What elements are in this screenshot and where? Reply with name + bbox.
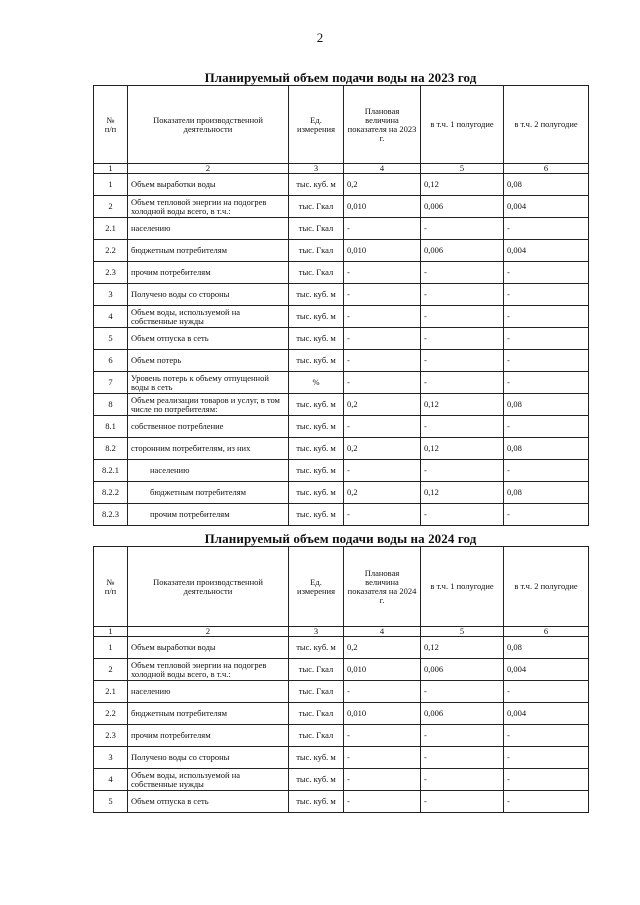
row-unit: тыс. Гкал: [289, 703, 344, 725]
row-indicator: сторонним потребителям, из них: [128, 438, 289, 460]
row-indicator: Объем тепловой энергии на подогрев холодной воды всего, в т.ч.:: [128, 659, 289, 681]
header-name: Показатели производственной деятельности: [128, 547, 289, 627]
row-unit: тыс. Гкал: [289, 262, 344, 284]
row-half1-value: 0,006: [421, 240, 504, 262]
row-half2-value: -: [504, 262, 589, 284]
row-number: 2: [94, 659, 128, 681]
col-number: 6: [504, 627, 589, 637]
row-half1-value: 0,006: [421, 659, 504, 681]
row-half1-value: 0,12: [421, 438, 504, 460]
row-number: 4: [94, 306, 128, 328]
row-half2-value: 0,08: [504, 174, 589, 196]
col-number: 5: [421, 627, 504, 637]
row-plan-value: 0,010: [344, 659, 421, 681]
table-row: [94, 284, 589, 306]
table-row: [94, 747, 589, 769]
row-indicator: Объем выработки воды: [128, 637, 289, 659]
row-unit: %: [289, 372, 344, 394]
table-row: [94, 725, 589, 747]
row-number: 8.2.2: [94, 482, 128, 504]
row-indicator: населению: [128, 218, 289, 240]
header-half1: в т.ч. 1 полугодие: [421, 547, 504, 627]
row-unit: тыс. куб. м: [289, 350, 344, 372]
row-number: 8.2.1: [94, 460, 128, 482]
row-half2-value: -: [504, 218, 589, 240]
row-half1-value: -: [421, 350, 504, 372]
row-number: 8.2: [94, 438, 128, 460]
column-number-row: [94, 627, 589, 637]
row-unit: тыс. Гкал: [289, 659, 344, 681]
table-row: [94, 328, 589, 350]
row-unit: тыс. куб. м: [289, 174, 344, 196]
row-indicator: прочим потребителям: [128, 262, 289, 284]
row-half1-value: -: [421, 681, 504, 703]
row-plan-value: -: [344, 328, 421, 350]
header-num: № п/п: [94, 86, 128, 164]
row-half1-value: 0,006: [421, 196, 504, 218]
table-row: [94, 350, 589, 372]
table-row: [94, 306, 589, 328]
row-number: 2.2: [94, 240, 128, 262]
row-unit: тыс. куб. м: [289, 306, 344, 328]
row-half1-value: -: [421, 460, 504, 482]
row-number: 1: [94, 174, 128, 196]
row-half2-value: -: [504, 328, 589, 350]
col-number: 4: [344, 627, 421, 637]
row-number: 5: [94, 791, 128, 813]
row-indicator: Получено воды со стороны: [128, 284, 289, 306]
row-half2-value: -: [504, 372, 589, 394]
row-indicator: прочим потребителям: [128, 725, 289, 747]
header-unit: Ед. измерения: [289, 547, 344, 627]
header-half1: в т.ч. 1 полугодие: [421, 86, 504, 164]
row-number: 5: [94, 328, 128, 350]
col-number: 3: [289, 164, 344, 174]
row-number: 7: [94, 372, 128, 394]
row-number: 4: [94, 769, 128, 791]
row-indicator: Объем воды, используемой на собственные нужды: [128, 769, 289, 791]
col-number: 4: [344, 164, 421, 174]
row-plan-value: -: [344, 218, 421, 240]
row-unit: тыс. куб. м: [289, 284, 344, 306]
row-indicator: собственное потребление: [128, 416, 289, 438]
row-number: 2.3: [94, 262, 128, 284]
row-half2-value: 0,004: [504, 659, 589, 681]
row-indicator: Объем тепловой энергии на подогрев холодной воды всего, в т.ч.:: [128, 196, 289, 218]
row-half1-value: 0,006: [421, 703, 504, 725]
table-row: [94, 394, 589, 416]
row-half2-value: 0,004: [504, 240, 589, 262]
row-unit: тыс. Гкал: [289, 725, 344, 747]
row-plan-value: 0,2: [344, 637, 421, 659]
row-unit: тыс. Гкал: [289, 240, 344, 262]
table-row: [94, 196, 589, 218]
table-row: [94, 504, 589, 526]
row-number: 2.1: [94, 681, 128, 703]
row-plan-value: -: [344, 350, 421, 372]
row-indicator: Объем реализации товаров и услуг, в том числе по потребителям:: [128, 394, 289, 416]
header-unit: Ед. измерения: [289, 86, 344, 164]
row-unit: тыс. куб. м: [289, 394, 344, 416]
table-row: [94, 637, 589, 659]
header-name: Показатели производственной деятельности: [128, 86, 289, 164]
row-indicator: Уровень потерь к объему отпущенной воды в сеть: [128, 372, 289, 394]
row-unit: тыс. куб. м: [289, 504, 344, 526]
row-plan-value: -: [344, 284, 421, 306]
row-half2-value: 0,08: [504, 637, 589, 659]
row-half1-value: -: [421, 725, 504, 747]
row-indicator: Объем отпуска в сеть: [128, 328, 289, 350]
row-indicator: населению: [128, 460, 289, 482]
col-number: 2: [128, 164, 289, 174]
table-row: [94, 769, 589, 791]
table-row: [94, 240, 589, 262]
row-plan-value: -: [344, 372, 421, 394]
row-plan-value: 0,2: [344, 174, 421, 196]
row-plan-value: -: [344, 306, 421, 328]
row-number: 2.1: [94, 218, 128, 240]
row-plan-value: -: [344, 416, 421, 438]
row-unit: тыс. куб. м: [289, 328, 344, 350]
row-half2-value: 0,08: [504, 394, 589, 416]
col-number: 1: [94, 627, 128, 637]
table-row: [94, 659, 589, 681]
table-row: [94, 482, 589, 504]
table-row: [94, 791, 589, 813]
row-plan-value: -: [344, 681, 421, 703]
table-row: [94, 438, 589, 460]
row-half1-value: -: [421, 328, 504, 350]
col-number: 2: [128, 627, 289, 637]
row-half2-value: -: [504, 284, 589, 306]
row-half1-value: -: [421, 791, 504, 813]
table-2024-title: Планируемый объем подачи воды на 2024 год: [204, 531, 477, 546]
row-plan-value: -: [344, 769, 421, 791]
row-number: 1: [94, 637, 128, 659]
row-half1-value: -: [421, 306, 504, 328]
row-unit: тыс. Гкал: [289, 681, 344, 703]
row-plan-value: -: [344, 725, 421, 747]
row-half1-value: 0,12: [421, 174, 504, 196]
row-half2-value: -: [504, 791, 589, 813]
row-half1-value: 0,12: [421, 482, 504, 504]
row-indicator: бюджетным потребителям: [128, 703, 289, 725]
row-half1-value: 0,12: [421, 394, 504, 416]
row-half1-value: -: [421, 284, 504, 306]
col-number: 6: [504, 164, 589, 174]
row-plan-value: 0,2: [344, 394, 421, 416]
row-plan-value: -: [344, 791, 421, 813]
table-row: [94, 703, 589, 725]
row-unit: тыс. куб. м: [289, 482, 344, 504]
header-plan: Плановая величина показателя на 2023 г.: [344, 86, 421, 164]
row-half2-value: -: [504, 306, 589, 328]
table-row: [94, 174, 589, 196]
row-plan-value: -: [344, 747, 421, 769]
column-number-row: [94, 164, 589, 174]
row-number: 8: [94, 394, 128, 416]
row-number: 2.3: [94, 725, 128, 747]
row-plan-value: 0,2: [344, 438, 421, 460]
row-unit: тыс. куб. м: [289, 769, 344, 791]
header-num: № п/п: [94, 547, 128, 627]
col-number: 3: [289, 627, 344, 637]
table-row: [94, 460, 589, 482]
col-number: 1: [94, 164, 128, 174]
row-half2-value: 0,004: [504, 196, 589, 218]
row-indicator: Объем потерь: [128, 350, 289, 372]
row-half2-value: -: [504, 350, 589, 372]
row-half2-value: 0,08: [504, 438, 589, 460]
row-number: 6: [94, 350, 128, 372]
row-half2-value: -: [504, 460, 589, 482]
row-half2-value: 0,08: [504, 482, 589, 504]
row-indicator: прочим потребителям: [128, 504, 289, 526]
row-indicator: населению: [128, 681, 289, 703]
table-row: [94, 681, 589, 703]
row-plan-value: -: [344, 460, 421, 482]
row-unit: тыс. куб. м: [289, 637, 344, 659]
row-number: 3: [94, 747, 128, 769]
row-unit: тыс. куб. м: [289, 747, 344, 769]
row-plan-value: 0,010: [344, 703, 421, 725]
row-plan-value: -: [344, 504, 421, 526]
row-unit: тыс. куб. м: [289, 416, 344, 438]
row-indicator: Объем отпуска в сеть: [128, 791, 289, 813]
table-2023-title: Планируемый объем подачи воды на 2023 год: [204, 70, 477, 85]
row-plan-value: -: [344, 262, 421, 284]
row-indicator: бюджетным потребителям: [128, 240, 289, 262]
row-unit: тыс. Гкал: [289, 218, 344, 240]
row-half1-value: -: [421, 769, 504, 791]
row-half2-value: 0,004: [504, 703, 589, 725]
table-row: [94, 372, 589, 394]
table-header-row: [94, 547, 589, 627]
table-row: [94, 416, 589, 438]
row-half1-value: -: [421, 218, 504, 240]
row-indicator: Объем выработки воды: [128, 174, 289, 196]
row-plan-value: 0,2: [344, 482, 421, 504]
header-half2: в т.ч. 2 полугодие: [504, 547, 589, 627]
row-half1-value: -: [421, 747, 504, 769]
table-row: [94, 218, 589, 240]
row-half1-value: -: [421, 504, 504, 526]
col-number: 5: [421, 164, 504, 174]
row-number: 3: [94, 284, 128, 306]
row-plan-value: 0,010: [344, 196, 421, 218]
row-half1-value: -: [421, 372, 504, 394]
row-unit: тыс. куб. м: [289, 791, 344, 813]
row-half2-value: -: [504, 504, 589, 526]
row-plan-value: 0,010: [344, 240, 421, 262]
row-number: 8.1: [94, 416, 128, 438]
row-indicator: Получено воды со стороны: [128, 747, 289, 769]
row-half2-value: -: [504, 747, 589, 769]
row-number: 2: [94, 196, 128, 218]
row-half2-value: -: [504, 769, 589, 791]
page-number: 2: [316, 30, 324, 45]
row-half2-value: -: [504, 416, 589, 438]
row-indicator: бюджетным потребителям: [128, 482, 289, 504]
row-half1-value: -: [421, 416, 504, 438]
row-indicator: Объем воды, используемой на собственные нужды: [128, 306, 289, 328]
table-2023: [93, 85, 589, 526]
row-half2-value: -: [504, 725, 589, 747]
row-half1-value: -: [421, 262, 504, 284]
header-plan: Плановая величина показателя на 2024 г.: [344, 547, 421, 627]
row-unit: тыс. куб. м: [289, 460, 344, 482]
header-half2: в т.ч. 2 полугодие: [504, 86, 589, 164]
table-header-row: [94, 86, 589, 164]
table-2024: [93, 546, 589, 813]
row-number: 2.2: [94, 703, 128, 725]
table-row: [94, 262, 589, 284]
row-unit: тыс. куб. м: [289, 438, 344, 460]
row-number: 8.2.3: [94, 504, 128, 526]
row-unit: тыс. Гкал: [289, 196, 344, 218]
row-half2-value: -: [504, 681, 589, 703]
row-half1-value: 0,12: [421, 637, 504, 659]
